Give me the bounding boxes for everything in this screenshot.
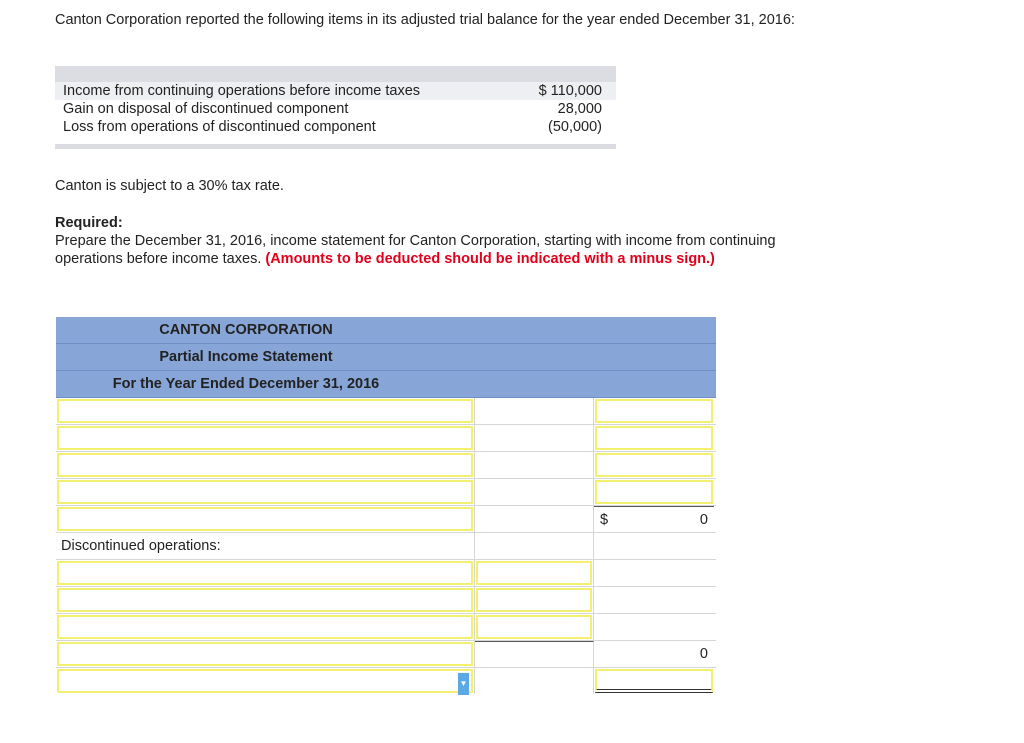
amount-input[interactable] [595, 453, 713, 477]
table-row [56, 668, 716, 694]
line-item-select[interactable] [57, 615, 473, 639]
table-row [56, 398, 716, 425]
line-item-select[interactable] [57, 480, 473, 504]
row-amount: (50,000) [547, 119, 602, 135]
amount-input[interactable] [595, 426, 713, 450]
statement-title: Partial Income Statement [56, 344, 716, 371]
line-item-select[interactable] [57, 399, 473, 423]
table-row [56, 614, 716, 641]
table-row [56, 452, 716, 479]
line-item-select[interactable] [57, 426, 473, 450]
table-row [56, 425, 716, 452]
row-amount: 28,000 [557, 101, 602, 117]
table-band [55, 144, 616, 149]
table-row [56, 506, 716, 533]
row-label: Gain on disposal of discontinued component [63, 101, 349, 117]
discontinued-total-value: 0 [699, 646, 708, 662]
table-row [56, 641, 716, 668]
statement-grid [56, 398, 716, 694]
required-label: Required: [55, 215, 123, 231]
table-row [55, 100, 616, 118]
amount-input[interactable] [595, 480, 713, 504]
statement-period: For the Year Ended December 31, 2016 [56, 371, 716, 398]
statement-company: CANTON CORPORATION [56, 317, 716, 344]
line-item-select[interactable] [57, 588, 473, 612]
row-amount: $ 110,000 [538, 83, 602, 99]
row-label: Loss from operations of discontinued component [63, 119, 376, 135]
line-item-select[interactable] [57, 507, 473, 531]
line-item-select[interactable] [57, 642, 473, 666]
table-band [55, 66, 616, 82]
line-item-select[interactable] [57, 561, 473, 585]
line-item-select[interactable] [57, 669, 473, 693]
table-row [56, 587, 716, 614]
amount-input[interactable] [476, 615, 592, 639]
subtotal-value: 0 [699, 512, 708, 528]
discontinued-label: Discontinued operations: [61, 538, 221, 554]
table-row [55, 82, 616, 100]
net-amount-input[interactable] [595, 669, 713, 693]
required-note: (Amounts to be deducted should be indicated with a minus sign.) [265, 251, 715, 267]
table-row [56, 560, 716, 587]
amount-input[interactable] [476, 588, 592, 612]
line-item-select[interactable] [57, 453, 473, 477]
problem-intro: Canton Corporation reported the following items in its adjusted trial balance for the year ended December 31, 2016: [55, 12, 795, 28]
table-row [55, 118, 616, 136]
required-text: Prepare the December 31, 2016, income statement for Canton Corporation, starting with income from continuing operations before income taxes. [55, 233, 776, 267]
tax-rate-text: Canton is subject to a 30% tax rate. [55, 178, 284, 194]
income-statement [56, 317, 716, 694]
amount-input[interactable] [476, 561, 592, 585]
row-label: Income from continuing operations before income taxes [63, 83, 421, 99]
required-section [55, 214, 815, 268]
table-row [56, 479, 716, 506]
amount-input[interactable] [595, 399, 713, 423]
trial-balance-table [55, 66, 616, 149]
dollar-sign: $ [600, 512, 609, 528]
table-row [56, 533, 716, 560]
chevron-down-icon[interactable]: ▼ [458, 673, 469, 695]
